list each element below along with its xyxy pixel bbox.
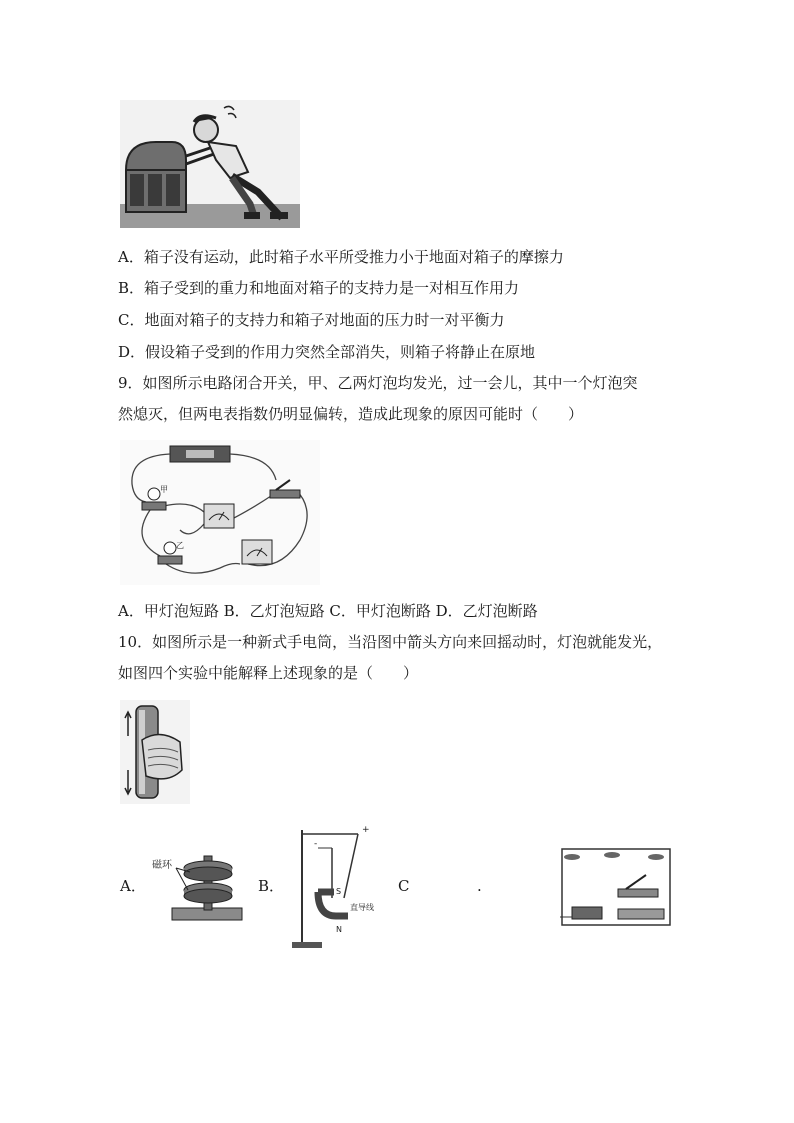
q8-option-d: D．假设箱子受到的作用力突然全部消失，则箱子将静止在原地 xyxy=(118,343,536,361)
shake-flashlight-illustration xyxy=(120,700,190,804)
figure-option-a-magnet-rings xyxy=(150,846,254,926)
bulb-jia-label: 甲 xyxy=(160,485,168,494)
q8-option-b: B．箱子受到的重力和地面对箱子的支持力是一对相互作用力 xyxy=(118,279,520,297)
bulb-yi-label: 乙 xyxy=(176,541,184,550)
magnet-rings-label: 磁环 xyxy=(152,860,172,871)
figure-option-d-circuit-board xyxy=(560,845,672,929)
wire-minus-label: - xyxy=(314,839,318,849)
q9-stem-line-2: 然熄灭，但两电表指数仍明显偏转，造成此现象的原因可能时（ ） xyxy=(118,405,584,423)
magnet-rings-illustration xyxy=(150,846,254,926)
q10-option-b-label: B． xyxy=(258,877,285,895)
circuit-illustration xyxy=(120,440,320,585)
figure-shake-flashlight xyxy=(120,700,190,804)
q10-option-c-label: C xyxy=(398,877,410,895)
straight-wire-label: 直导线 xyxy=(350,903,374,912)
q10-stem-line-2: 如图四个实验中能解释上述现象的是（ ） xyxy=(118,664,419,682)
wire-plus-label: + xyxy=(362,826,370,835)
circuit-board-illustration xyxy=(560,845,672,929)
q8-option-c: C．地面对箱子的支持力和箱子对地面的压力时一对平衡力 xyxy=(118,311,505,329)
magnet-s-label: S xyxy=(336,887,342,896)
q9-options: A．甲灯泡短路 B．乙灯泡短路 C．甲灯泡断路 D．乙灯泡断路 xyxy=(118,602,538,620)
figure-option-b-wire-in-magnet xyxy=(288,826,388,954)
wire-in-magnet-illustration xyxy=(288,826,388,954)
man-pushing-box-illustration xyxy=(120,100,300,228)
figure-circuit xyxy=(120,440,320,585)
q10-option-a-label: A． xyxy=(120,877,146,895)
figure-man-pushing-box xyxy=(120,100,300,228)
q10-stem-line-1: 10．如图所示是一种新式手电筒，当沿图中箭头方向来回摇动时，灯泡就能发光， xyxy=(118,633,663,651)
q9-stem-line-1: 9．如图所示电路闭合开关，甲、乙两灯泡均发光，过一会儿，其中一个灯泡突 xyxy=(118,374,638,392)
magnet-n-label: N xyxy=(336,925,342,934)
q10-option-d-label: . xyxy=(477,877,482,895)
q8-option-a: A．箱子没有运动，此时箱子水平所受推力小于地面对箱子的摩擦力 xyxy=(118,248,564,266)
